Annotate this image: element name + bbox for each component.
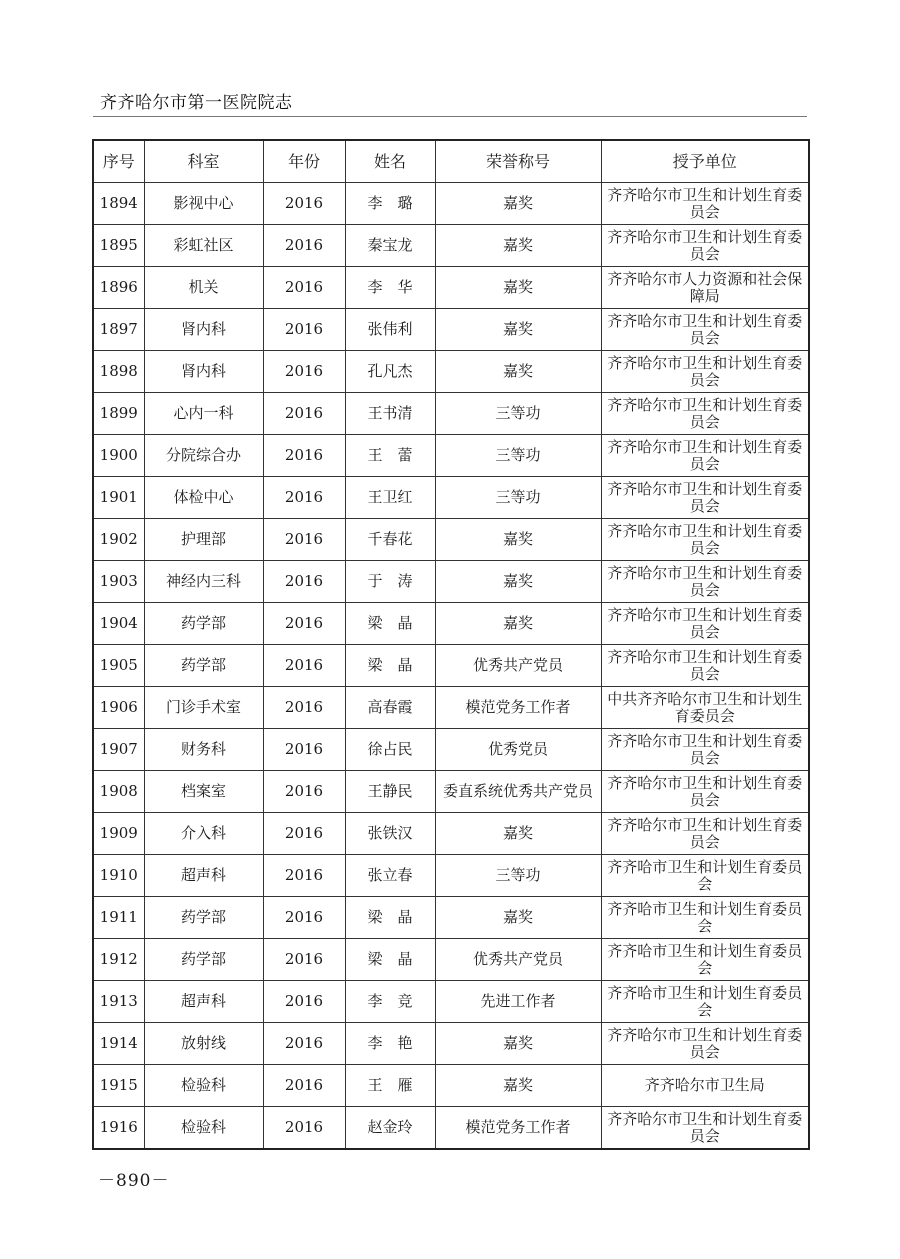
- year-cell: 2016: [263, 729, 345, 771]
- year-cell: 2016: [263, 939, 345, 981]
- name-cell: 徐占民: [345, 729, 435, 771]
- name-cell: 李 竞: [345, 981, 435, 1023]
- table-row: [93, 603, 809, 645]
- serial-cell: 1914: [93, 1023, 144, 1065]
- year-cell: 2016: [263, 477, 345, 519]
- table-row: [93, 309, 809, 351]
- header-rule: [93, 116, 807, 117]
- department-cell: 药学部: [144, 603, 263, 645]
- honor-cell: 三等功: [435, 435, 601, 477]
- honor-cell: 嘉奖: [435, 183, 601, 225]
- serial-cell: 1916: [93, 1107, 144, 1150]
- table-body: [93, 183, 809, 1150]
- name-cell: 千春花: [345, 519, 435, 561]
- table-row: [93, 1023, 809, 1065]
- name-cell: 王 蕾: [345, 435, 435, 477]
- awarding-unit-cell: 齐齐哈市卫生和计划生育委员会: [601, 855, 809, 897]
- column-header: 年份: [263, 140, 345, 183]
- department-cell: 肾内科: [144, 309, 263, 351]
- year-cell: 2016: [263, 309, 345, 351]
- serial-cell: 1899: [93, 393, 144, 435]
- department-cell: 超声科: [144, 981, 263, 1023]
- name-cell: 孔凡杰: [345, 351, 435, 393]
- year-cell: 2016: [263, 981, 345, 1023]
- table-row: [93, 183, 809, 225]
- name-cell: 王书清: [345, 393, 435, 435]
- name-cell: 梁 晶: [345, 897, 435, 939]
- table-row: [93, 519, 809, 561]
- serial-cell: 1915: [93, 1065, 144, 1107]
- table-row: [93, 1065, 809, 1107]
- serial-cell: 1906: [93, 687, 144, 729]
- name-cell: 于 涛: [345, 561, 435, 603]
- department-cell: 检验科: [144, 1107, 263, 1150]
- year-cell: 2016: [263, 183, 345, 225]
- awarding-unit-cell: 齐齐哈尔市卫生和计划生育委员会: [601, 435, 809, 477]
- column-header: 授予单位: [601, 140, 809, 183]
- table-row: [93, 1107, 809, 1150]
- table-row: [93, 687, 809, 729]
- serial-cell: 1900: [93, 435, 144, 477]
- awarding-unit-cell: 齐齐哈尔市卫生和计划生育委员会: [601, 645, 809, 687]
- awarding-unit-cell: 中共齐齐哈尔市卫生和计划生育委员会: [601, 687, 809, 729]
- name-cell: 王静民: [345, 771, 435, 813]
- awarding-unit-cell: 齐齐哈尔市卫生和计划生育委员会: [601, 561, 809, 603]
- awarding-unit-cell: 齐齐哈尔市卫生和计划生育委员会: [601, 519, 809, 561]
- honor-cell: 嘉奖: [435, 813, 601, 855]
- awarding-unit-cell: 齐齐哈尔市卫生和计划生育委员会: [601, 729, 809, 771]
- honor-cell: 嘉奖: [435, 519, 601, 561]
- serial-cell: 1905: [93, 645, 144, 687]
- table-row: [93, 561, 809, 603]
- department-cell: 彩虹社区: [144, 225, 263, 267]
- honor-cell: 嘉奖: [435, 267, 601, 309]
- awarding-unit-cell: 齐齐哈尔市卫生和计划生育委员会: [601, 393, 809, 435]
- name-cell: 梁 晶: [345, 603, 435, 645]
- honor-cell: 嘉奖: [435, 1065, 601, 1107]
- year-cell: 2016: [263, 813, 345, 855]
- awarding-unit-cell: 齐齐哈市卫生和计划生育委员会: [601, 897, 809, 939]
- department-cell: 药学部: [144, 939, 263, 981]
- name-cell: 梁 晶: [345, 645, 435, 687]
- table-row: [93, 813, 809, 855]
- honor-cell: 嘉奖: [435, 897, 601, 939]
- serial-cell: 1910: [93, 855, 144, 897]
- running-title: 齐齐哈尔市第一医院院志: [100, 93, 293, 113]
- department-cell: 档案室: [144, 771, 263, 813]
- department-cell: 放射线: [144, 1023, 263, 1065]
- serial-cell: 1908: [93, 771, 144, 813]
- honor-cell: 优秀共产党员: [435, 645, 601, 687]
- awarding-unit-cell: 齐齐哈尔市卫生和计划生育委员会: [601, 225, 809, 267]
- year-cell: 2016: [263, 519, 345, 561]
- department-cell: 药学部: [144, 897, 263, 939]
- year-cell: 2016: [263, 687, 345, 729]
- honor-cell: 委直系统优秀共产党员: [435, 771, 601, 813]
- department-cell: 体检中心: [144, 477, 263, 519]
- serial-cell: 1895: [93, 225, 144, 267]
- name-cell: 李 华: [345, 267, 435, 309]
- department-cell: 心内一科: [144, 393, 263, 435]
- department-cell: 机关: [144, 267, 263, 309]
- honor-cell: 嘉奖: [435, 561, 601, 603]
- column-header: 姓名: [345, 140, 435, 183]
- table-row: [93, 225, 809, 267]
- honor-cell: 嘉奖: [435, 603, 601, 645]
- serial-cell: 1897: [93, 309, 144, 351]
- awarding-unit-cell: 齐齐哈尔市卫生局: [601, 1065, 809, 1107]
- year-cell: 2016: [263, 1023, 345, 1065]
- table-row: [93, 393, 809, 435]
- department-cell: 超声科: [144, 855, 263, 897]
- page-number: －890－: [98, 1171, 170, 1191]
- year-cell: 2016: [263, 267, 345, 309]
- year-cell: 2016: [263, 225, 345, 267]
- honor-cell: 嘉奖: [435, 1023, 601, 1065]
- department-cell: 肾内科: [144, 351, 263, 393]
- awarding-unit-cell: 齐齐哈尔市卫生和计划生育委员会: [601, 183, 809, 225]
- name-cell: 王 雁: [345, 1065, 435, 1107]
- serial-cell: 1903: [93, 561, 144, 603]
- honor-cell: 嘉奖: [435, 309, 601, 351]
- year-cell: 2016: [263, 1065, 345, 1107]
- year-cell: 2016: [263, 393, 345, 435]
- serial-cell: 1909: [93, 813, 144, 855]
- name-cell: 高春霞: [345, 687, 435, 729]
- serial-cell: 1904: [93, 603, 144, 645]
- table-row: [93, 645, 809, 687]
- table-row: [93, 771, 809, 813]
- department-cell: 药学部: [144, 645, 263, 687]
- honor-cell: 优秀党员: [435, 729, 601, 771]
- awarding-unit-cell: 齐齐哈尔市卫生和计划生育委员会: [601, 477, 809, 519]
- year-cell: 2016: [263, 435, 345, 477]
- name-cell: 梁 晶: [345, 939, 435, 981]
- honor-cell: 三等功: [435, 855, 601, 897]
- honor-cell: 嘉奖: [435, 225, 601, 267]
- table-row: [93, 435, 809, 477]
- serial-cell: 1912: [93, 939, 144, 981]
- awarding-unit-cell: 齐齐哈尔市卫生和计划生育委员会: [601, 1107, 809, 1150]
- honor-cell: 三等功: [435, 477, 601, 519]
- honors-table: [92, 139, 810, 1150]
- year-cell: 2016: [263, 897, 345, 939]
- serial-cell: 1896: [93, 267, 144, 309]
- name-cell: 李 艳: [345, 1023, 435, 1065]
- table-row: [93, 351, 809, 393]
- table-header-row: [93, 140, 809, 183]
- honor-cell: 三等功: [435, 393, 601, 435]
- department-cell: 检验科: [144, 1065, 263, 1107]
- awarding-unit-cell: 齐齐哈尔市卫生和计划生育委员会: [601, 813, 809, 855]
- name-cell: 李 璐: [345, 183, 435, 225]
- name-cell: 张铁汉: [345, 813, 435, 855]
- department-cell: 影视中心: [144, 183, 263, 225]
- department-cell: 财务科: [144, 729, 263, 771]
- serial-cell: 1907: [93, 729, 144, 771]
- table-row: [93, 855, 809, 897]
- year-cell: 2016: [263, 645, 345, 687]
- awarding-unit-cell: 齐齐哈市卫生和计划生育委员会: [601, 939, 809, 981]
- awarding-unit-cell: 齐齐哈尔市卫生和计划生育委员会: [601, 309, 809, 351]
- year-cell: 2016: [263, 603, 345, 645]
- department-cell: 介入科: [144, 813, 263, 855]
- awarding-unit-cell: 齐齐哈尔市卫生和计划生育委员会: [601, 771, 809, 813]
- serial-cell: 1898: [93, 351, 144, 393]
- serial-cell: 1902: [93, 519, 144, 561]
- serial-cell: 1911: [93, 897, 144, 939]
- name-cell: 赵金玲: [345, 1107, 435, 1150]
- year-cell: 2016: [263, 351, 345, 393]
- column-header: 荣誉称号: [435, 140, 601, 183]
- serial-cell: 1913: [93, 981, 144, 1023]
- name-cell: 张伟利: [345, 309, 435, 351]
- serial-cell: 1901: [93, 477, 144, 519]
- year-cell: 2016: [263, 855, 345, 897]
- department-cell: 神经内三科: [144, 561, 263, 603]
- column-header: 科室: [144, 140, 263, 183]
- name-cell: 秦宝龙: [345, 225, 435, 267]
- honor-cell: 优秀共产党员: [435, 939, 601, 981]
- awarding-unit-cell: 齐齐哈尔市人力资源和社会保障局: [601, 267, 809, 309]
- name-cell: 王卫红: [345, 477, 435, 519]
- table-row: [93, 477, 809, 519]
- honor-cell: 模范党务工作者: [435, 1107, 601, 1150]
- table-row: [93, 267, 809, 309]
- honor-cell: 模范党务工作者: [435, 687, 601, 729]
- awarding-unit-cell: 齐齐哈尔市卫生和计划生育委员会: [601, 1023, 809, 1065]
- serial-cell: 1894: [93, 183, 144, 225]
- column-header: 序号: [93, 140, 144, 183]
- department-cell: 分院综合办: [144, 435, 263, 477]
- awarding-unit-cell: 齐齐哈尔市卫生和计划生育委员会: [601, 351, 809, 393]
- awarding-unit-cell: 齐齐哈市卫生和计划生育委员会: [601, 981, 809, 1023]
- table-row: [93, 729, 809, 771]
- table-row: [93, 981, 809, 1023]
- year-cell: 2016: [263, 1107, 345, 1150]
- department-cell: 护理部: [144, 519, 263, 561]
- year-cell: 2016: [263, 561, 345, 603]
- department-cell: 门诊手术室: [144, 687, 263, 729]
- year-cell: 2016: [263, 771, 345, 813]
- honor-cell: 先进工作者: [435, 981, 601, 1023]
- honor-cell: 嘉奖: [435, 351, 601, 393]
- name-cell: 张立春: [345, 855, 435, 897]
- awarding-unit-cell: 齐齐哈尔市卫生和计划生育委员会: [601, 603, 809, 645]
- table-row: [93, 939, 809, 981]
- table-row: [93, 897, 809, 939]
